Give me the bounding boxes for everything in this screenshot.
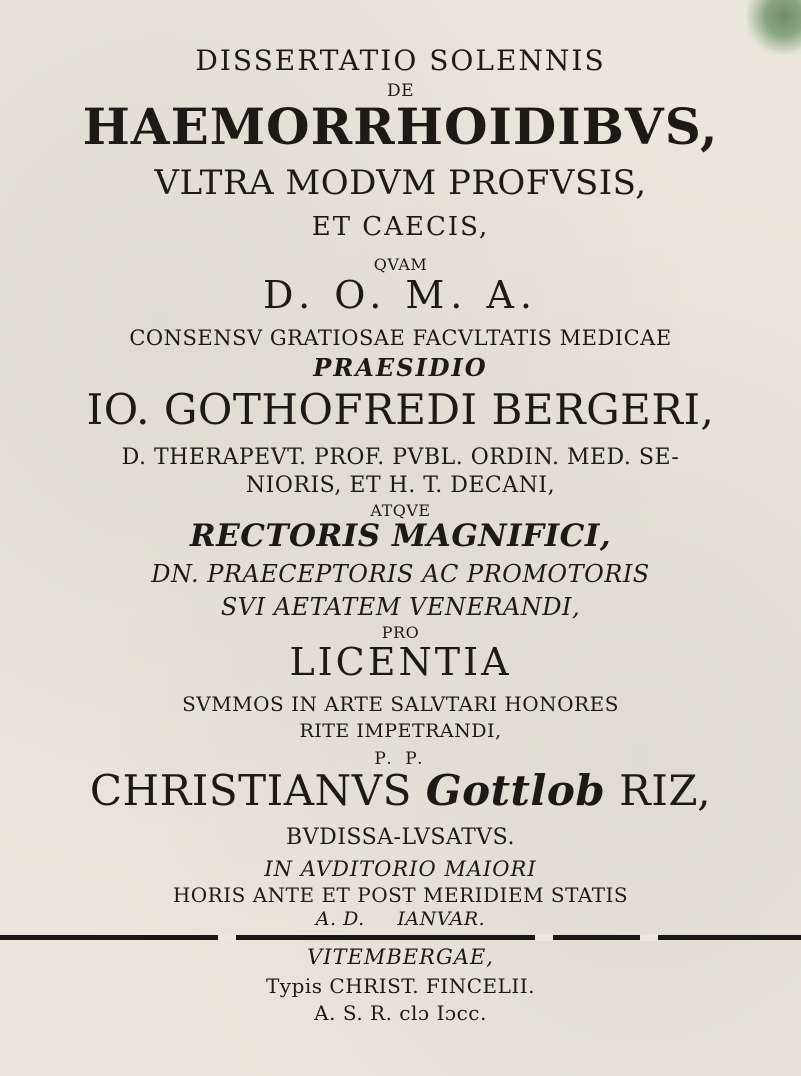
auditorio-line: IN AVDITORIO MAIORI — [264, 857, 537, 881]
pp-text: P. P. — [374, 749, 427, 769]
title-dissertatio: DISSERTATIO SOLENNIS — [195, 44, 606, 77]
praeceptor-line: DN. PRAECEPTORIS AC PROMOTORIS — [151, 560, 650, 588]
imprint-year: A. S. R. clɔ Iɔcc. — [314, 1001, 487, 1025]
praesidio-line: PRAESIDIO — [313, 353, 488, 382]
respondent-first-name: CHRISTIANVS — [89, 766, 412, 815]
respondent-surname: RIZ, — [619, 766, 712, 815]
consent-line: CONSENSV GRATIOSAE FACVLTATIS MEDICAE — [129, 326, 672, 350]
respondent-name — [0, 766, 801, 815]
respondent-gothic-name: Gottlob — [425, 766, 606, 815]
horis-line: HORIS ANTE ET POST MERIDIEM STATIS — [172, 883, 629, 907]
rule-break — [218, 934, 236, 941]
title-main: HAEMORRHOIDIBVS, — [82, 97, 719, 156]
imprint-printer: Typis CHRIST. FINCELII. — [265, 974, 536, 998]
title-subtitle-1: VLTRA MODVM PROFVSIS, — [154, 163, 647, 203]
praeses-title-1: D. THERAPEVT. PROF. PVBL. ORDIN. MED. SE- — [121, 445, 680, 470]
rule-break — [640, 934, 658, 941]
atque-text: ATQVE — [370, 501, 431, 520]
rector-line: RECTORIS MAGNIFICI, — [189, 518, 612, 554]
praeses-name: IO. GOTHOFREDI BERGERI, — [86, 385, 715, 434]
quam-text: QVAM — [373, 255, 428, 274]
rule-break — [535, 934, 553, 941]
venerandi-line: SVI AETATEM VENERANDI, — [220, 593, 581, 621]
title-de: DE — [386, 81, 415, 101]
praeses-title-2: NIORIS, ET H. T. DECANI, — [245, 473, 556, 498]
date-line: A. D. IANVAR. — [315, 908, 486, 930]
honores-line: SVMMOS IN ARTE SALVTARI HONORES — [182, 692, 619, 716]
impetrandi-line: RITE IMPETRANDI, — [299, 720, 502, 742]
imprint-place: VITEMBERGAE, — [307, 945, 494, 969]
horizontal-rule — [0, 935, 801, 940]
origin-line: BVDISSA-LVSATVS. — [286, 825, 515, 850]
licentia-heading: LICENTIA — [289, 640, 512, 684]
pro-text: PRO — [381, 623, 420, 642]
title-subtitle-2: ET CAECIS, — [311, 212, 490, 242]
dedication-initials: D. O. M. A. — [263, 273, 538, 317]
